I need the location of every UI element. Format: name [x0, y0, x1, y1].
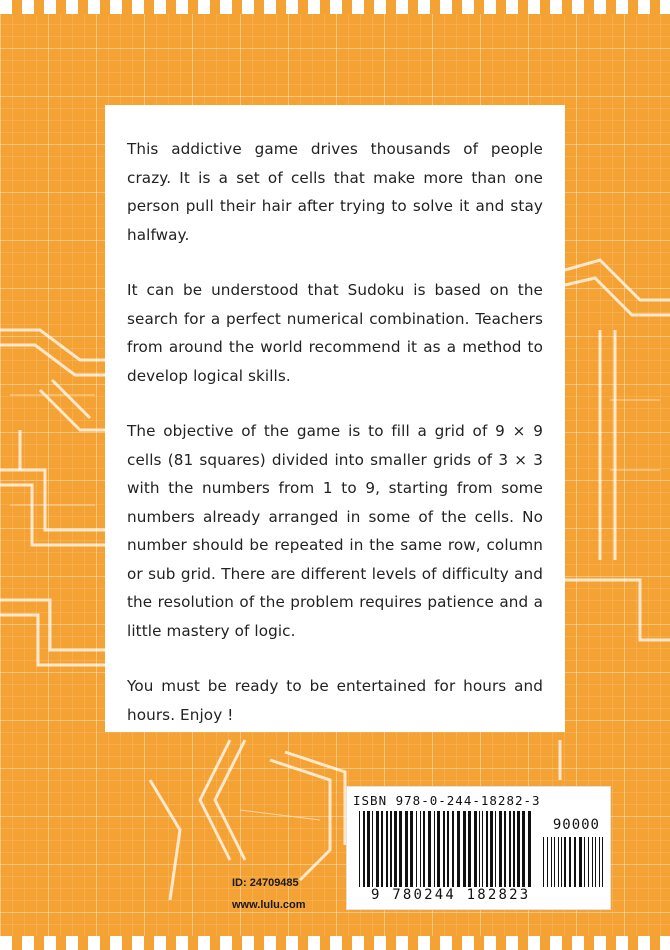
- isbn-barcode: [346, 786, 611, 910]
- publisher-id: ID: 24709485: [232, 877, 299, 889]
- isbn-label: ISBN 978-0-244-18282-3: [353, 793, 541, 808]
- publisher-url: www.lulu.com: [232, 899, 306, 911]
- bottom-dashed-border: [0, 936, 670, 950]
- description-paragraph-4: You must be ready to be entertained for hours and hours. Enjoy !: [127, 677, 543, 724]
- price-code: 90000: [552, 817, 600, 833]
- description-card: [105, 105, 565, 732]
- ean-digits: 9 780244 182823: [371, 887, 531, 903]
- description-paragraph-1: This addictive game drives thousands of people crazy. It is a set of cells that make more than one person pull their hair after trying to solve it and stay halfway.: [127, 140, 543, 244]
- publisher-info: [232, 872, 306, 916]
- top-dashed-border: [0, 0, 670, 14]
- description-paragraph-3: The objective of the game is to fill a grid of 9 × 9 cells (81 squares) divided into smaller grids of 3 × 3 with the numbers from 1 to 9, starting from some numbers already arranged in some of the cells. No number should be repeated in the same row, column or sub grid. There are different levels of difficulty and the resolution of the problem requires patience and a little mastery of logic.: [127, 422, 543, 640]
- description-paragraph-2: It can be understood that Sudoku is based on the search for a perfect numerical combination. Teachers from around the world recommend it as a method to develop logical skills.: [127, 281, 543, 385]
